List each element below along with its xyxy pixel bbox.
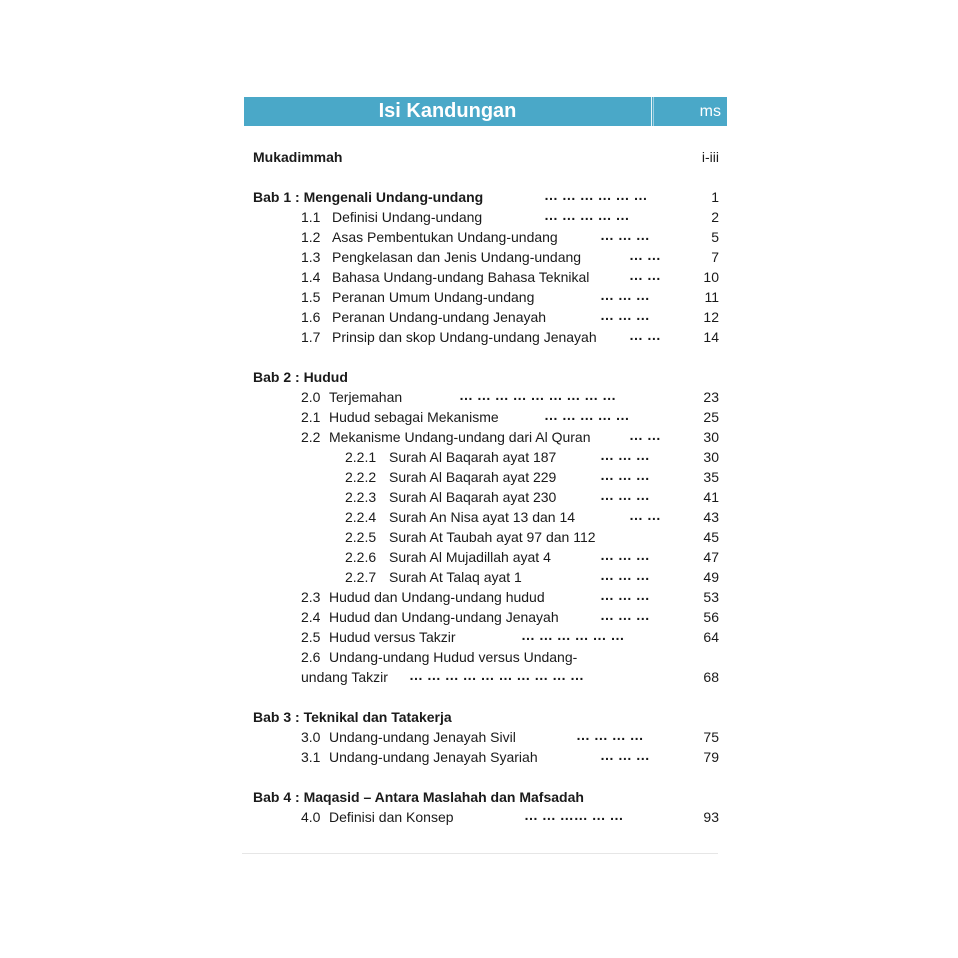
toc-page-number: 53	[703, 589, 719, 605]
toc-chapter-2[interactable]: Bab 2 : Hudud	[253, 369, 348, 385]
toc-entry-1-7[interactable]: 1.7 Prinsip dan skop Undang-undang Jenayah	[301, 329, 597, 345]
toc-page-number: 12	[703, 309, 719, 325]
leader-dots: … … … … … … … … …	[459, 387, 617, 403]
leader-dots: … … … … …	[544, 207, 630, 223]
toc-entry-3-1[interactable]: 3.1 Undang-undang Jenayah Syariah	[301, 749, 538, 765]
toc-entry-1-3[interactable]: 1.3 Pengkelasan dan Jenis Undang-undang	[301, 249, 582, 265]
toc-page-number: 11	[704, 289, 719, 305]
toc-page-number: 30	[703, 429, 719, 445]
leader-dots: … … …	[600, 487, 650, 503]
toc-page-number: 23	[703, 389, 719, 405]
toc-page-number: 68	[703, 669, 719, 685]
toc-entry-2-2-3[interactable]: 2.2.3 Surah Al Baqarah ayat 230	[345, 489, 557, 505]
toc-entry-2-2-4[interactable]: 2.2.4 Surah An Nisa ayat 13 dan 14	[345, 509, 576, 525]
toc-page-number: 64	[703, 629, 719, 645]
leader-dots: … … … …	[576, 727, 644, 743]
toc-page-number: 75	[703, 729, 719, 745]
toc-chapter-1[interactable]: Bab 1 : Mengenali Undang-undang	[253, 189, 484, 205]
leader-dots: … … …	[600, 307, 650, 323]
toc-entry-3-0[interactable]: 3.0 Undang-undang Jenayah Sivil	[301, 729, 516, 745]
toc-entry-4-0[interactable]: 4.0 Definisi dan Konsep	[301, 809, 454, 825]
leader-dots: … … …	[600, 747, 650, 763]
toc-entry-2-1[interactable]: 2.1 Hudud sebagai Mekanisme	[301, 409, 499, 425]
leader-dots: … … …	[600, 447, 650, 463]
toc-page-number: 10	[703, 269, 719, 285]
toc-header-bar	[244, 97, 727, 126]
toc-entry-2-2-7[interactable]: 2.2.7 Surah At Talaq ayat 1	[345, 569, 522, 585]
leader-dots: … … …	[600, 567, 650, 583]
toc-entry-1-6[interactable]: 1.6 Peranan Undang-undang Jenayah	[301, 309, 547, 325]
toc-page-number: 35	[703, 469, 719, 485]
header-divider	[651, 97, 652, 126]
page-bottom-divider	[242, 853, 718, 854]
leader-dots: … …	[629, 267, 661, 283]
toc-entry-2-2-1[interactable]: 2.2.1 Surah Al Baqarah ayat 187	[345, 449, 557, 465]
toc-entry-2-6[interactable]: 2.6 Undang-undang Hudud versus Undang-	[301, 649, 578, 665]
toc-entry-2-2-6[interactable]: 2.2.6 Surah Al Mujadillah ayat 4	[345, 549, 551, 565]
toc-page-number: i-iii	[701, 149, 719, 165]
leader-dots: … … …	[600, 587, 650, 603]
leader-dots: … … …	[600, 227, 650, 243]
toc-page-number: 56	[703, 609, 719, 625]
leader-dots: … … …	[600, 547, 650, 563]
toc-page-number: 45	[703, 529, 719, 545]
leader-dots: … …	[629, 327, 661, 343]
leader-dots: … … … … … … … … … …	[409, 667, 585, 683]
toc-page-number: 5	[711, 229, 719, 245]
toc-entry-mukadimmah[interactable]: Mukadimmah	[253, 149, 343, 165]
toc-page-number: 43	[703, 509, 719, 525]
toc-title: Isi Kandungan	[378, 100, 517, 122]
toc-page-number: 1	[711, 189, 719, 205]
toc-entry-2-2[interactable]: 2.2 Mekanisme Undang-undang dari Al Quran	[301, 429, 591, 445]
leader-dots: … … … … … …	[521, 627, 625, 643]
toc-page-number: 47	[703, 549, 719, 565]
page-column-label: ms	[699, 103, 721, 120]
toc-page-number: 7	[711, 249, 719, 265]
toc-page-number: 93	[703, 809, 719, 825]
toc-page-number: 79	[703, 749, 719, 765]
leader-dots: … … …	[600, 607, 650, 623]
toc-page-number: 30	[703, 449, 719, 465]
toc-page-number: 49	[703, 569, 719, 585]
toc-entry-1-1[interactable]: 1.1 Definisi Undang-undang	[301, 209, 483, 225]
toc-entry-2-3[interactable]: 2.3 Hudud dan Undang-undang hudud	[301, 589, 545, 605]
toc-entry-1-2[interactable]: 1.2 Asas Pembentukan Undang-undang	[301, 229, 558, 245]
toc-entry-2-2-2[interactable]: 2.2.2 Surah Al Baqarah ayat 229	[345, 469, 557, 485]
toc-chapter-4[interactable]: Bab 4 : Maqasid – Antara Maslahah dan Mafsadah	[253, 789, 584, 805]
toc-entry-2-0[interactable]: 2.0 Terjemahan	[301, 389, 403, 405]
leader-dots: … …	[629, 427, 661, 443]
toc-page-number: 2	[711, 209, 719, 225]
leader-dots: … … …	[600, 467, 650, 483]
toc-entry-1-5[interactable]: 1.5 Peranan Umum Undang-undang	[301, 289, 535, 305]
leader-dots: … … … … … …	[544, 187, 648, 203]
toc-chapter-3[interactable]: Bab 3 : Teknikal dan Tatakerja	[253, 709, 452, 725]
toc-entry-1-4[interactable]: 1.4 Bahasa Undang-undang Bahasa Teknikal	[301, 269, 590, 285]
leader-dots: … … …	[600, 287, 650, 303]
leader-dots: … … …… … …	[524, 807, 624, 823]
toc-entry-2-6-continued[interactable]: undang Takzir	[301, 669, 388, 685]
leader-dots: … … … … …	[544, 407, 630, 423]
toc-entry-2-5[interactable]: 2.5 Hudud versus Takzir	[301, 629, 456, 645]
toc-page-number: 41	[703, 489, 719, 505]
toc-page-number: 14	[703, 329, 719, 345]
toc-entry-2-4[interactable]: 2.4 Hudud dan Undang-undang Jenayah	[301, 609, 559, 625]
leader-dots: … …	[629, 247, 661, 263]
toc-entry-2-2-5[interactable]: 2.2.5 Surah At Taubah ayat 97 dan 112	[345, 529, 596, 545]
toc-page-number: 25	[703, 409, 719, 425]
leader-dots: … …	[629, 507, 661, 523]
